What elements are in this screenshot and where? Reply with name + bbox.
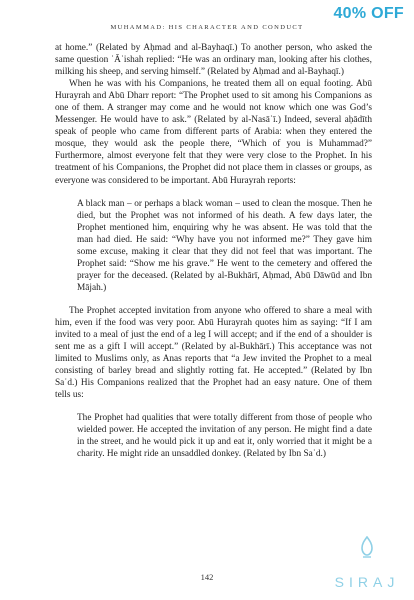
paragraph: at home.” (Related by Aḥmad and al-Bayhaqī.) To another person, who asked the same question ʿĀʾishah replied: “He was an ordinary man, looking after his clothes, milking his sheep, and serving himself.” (Related by Aḥmad and al-Bayhaqī.) <box>55 43 372 78</box>
logo-wordmark: SIRAJ <box>334 574 400 590</box>
lamp-icon <box>359 536 375 558</box>
block-quote: The Prophet had qualities that were totally different from those of people who wielded power. He accepted the invitation of any person. He might find a date in the street, and he would pick it up and eat it, only worried that it might be a charity. He might ride an unsaddled donkey. (Related by Ibn Saʿd.) <box>77 413 372 460</box>
paragraph: When he was with his Companions, he treated them all on equal footing. Abū Hurayrah and Abū Dharr report: “The Prophet used to sit among his Companions as one of them. A stranger may come and he would not know which one was God’s Messenger. He would have to ask.” (Related by al-Nasāʾī.) Indeed, several aḥādīth speak of people who came from different parts of Arabia: when they entered the mosque, they would ask the people there, “Which of you is Muhammad?” Furthermore, almost everyone felt that they were very close to the Prophet. In his treatment of his Companions, the Prophet did not place them in classes or groups, as everyone was considered to be important. Abū Hurayrah reports: <box>55 79 372 186</box>
paragraph: The Prophet accepted invitation from anyone who offered to share a meal with him, even if the food was very poor. Abū Hurayrah quotes him as saying: “If I am invited to a meal of just the end of a leg I will accept; and if the end of a shoulder is sent me as a gift I will accept.” (Related by al-Bukhārī.) This acceptance was not limited to Muslims only, as Anas reports that “a Jew invited the Prophet to a meal consisting of barley bread and slightly rotting fat. He accepted.” (Related by Ibn Saʿd.) His Companions realized that the Prophet had an easy nature. One of them tells us: <box>55 305 372 401</box>
page-body <box>55 42 372 472</box>
discount-badge: 40% OFF <box>333 5 404 22</box>
page-number: 142 <box>200 572 214 582</box>
running-head: MUHAMMAD: HIS CHARACTER AND CONDUCT <box>110 24 304 31</box>
block-quote: A black man – or perhaps a black woman – used to clean the mosque. Then he died, but the Prophet was not informed of his death. A few days later, the Prophet mentioned him, enquiring why he was absent. He was told that the man had died. He said: “Why have you not informed me?” They gave him some excuse, making it clear that they did not feel that was important. The Prophet said: “Show me his grave.” He went to the cemetery and offered the prayer for the deceased. (Related by al-Bukhārī, Aḥmad, Abū Dāwūd and Ibn Mājah.) <box>77 198 372 293</box>
publisher-logo <box>334 536 400 590</box>
